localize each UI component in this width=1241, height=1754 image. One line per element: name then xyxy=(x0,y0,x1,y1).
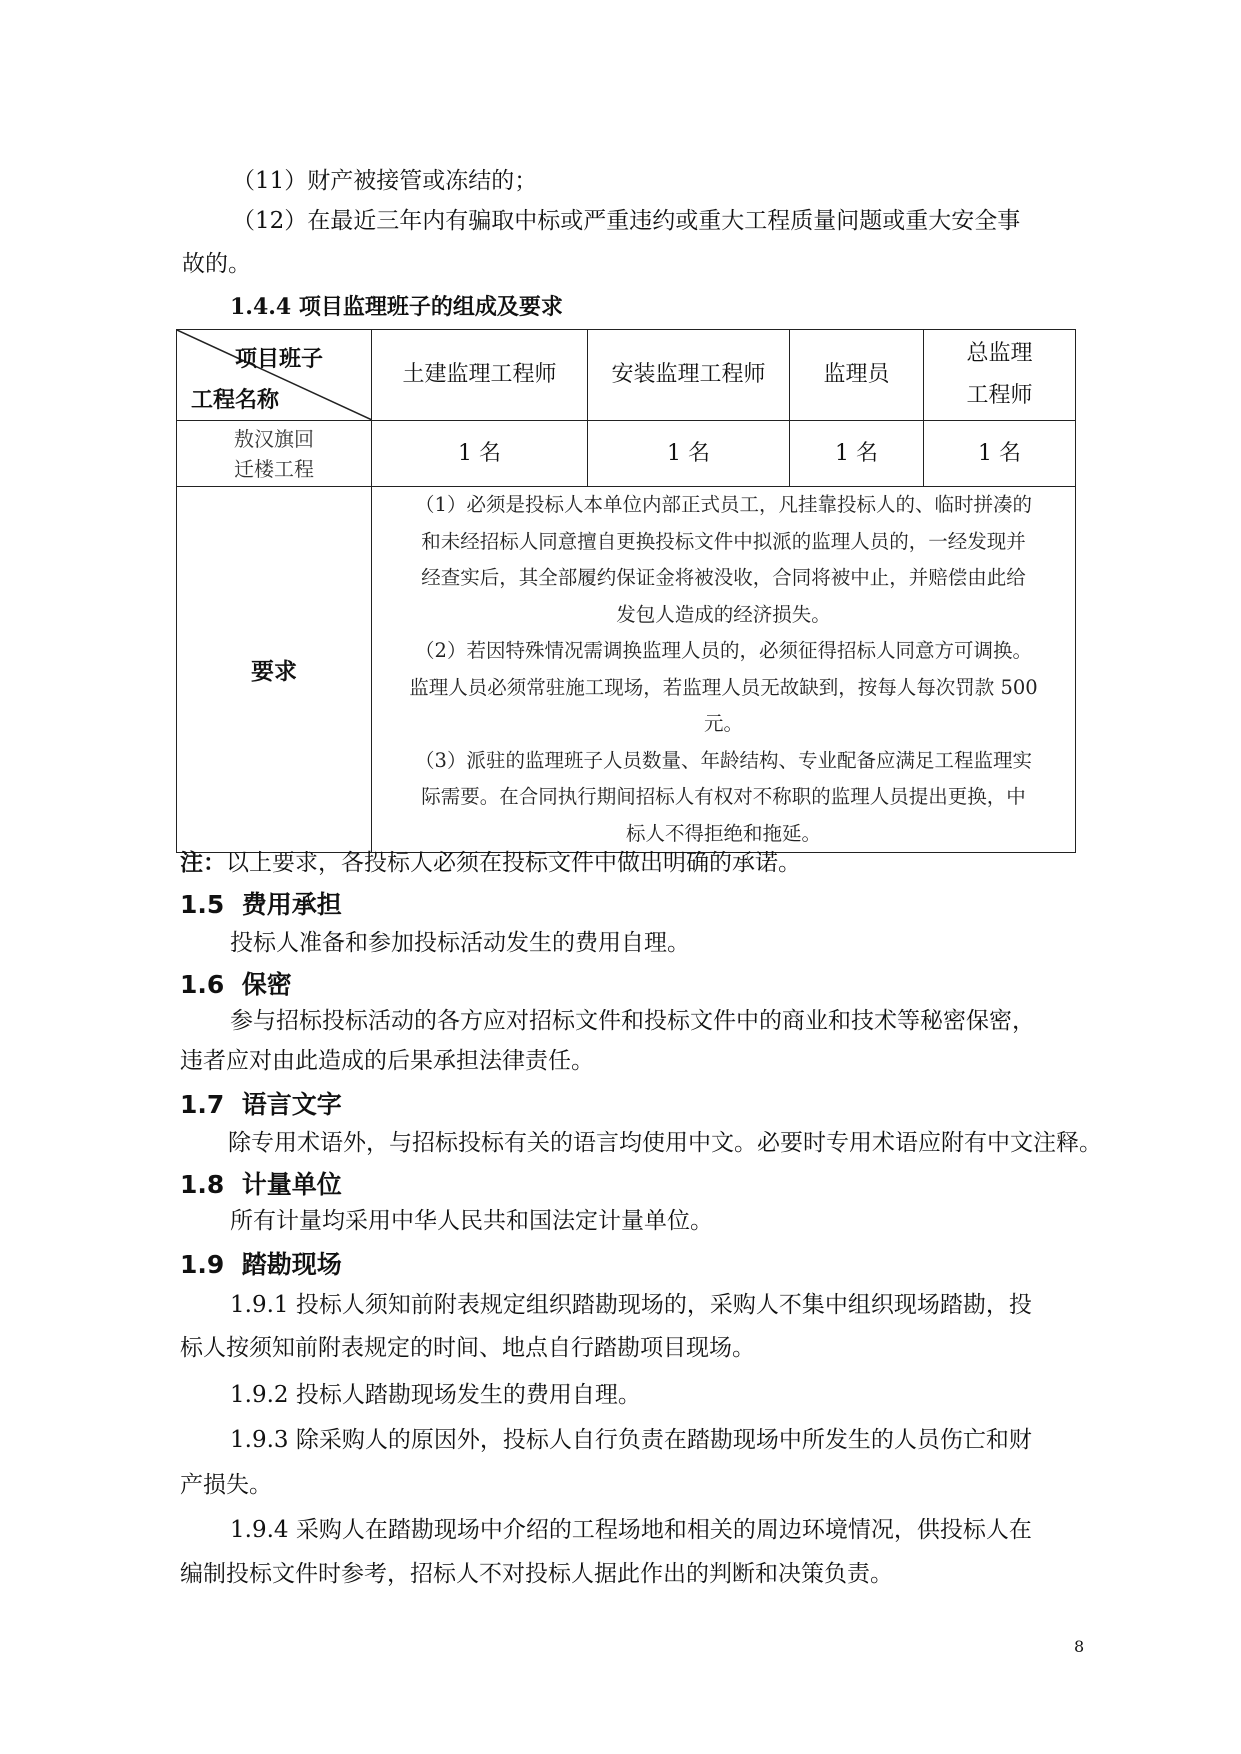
section-1-5-heading xyxy=(180,885,342,921)
section-number: 1.9 xyxy=(180,1250,225,1279)
count-civil: 1 名 xyxy=(372,421,588,487)
section-1-6-heading xyxy=(180,965,292,1001)
section-number: 1.5 xyxy=(180,890,225,919)
section-number: 1.7 xyxy=(180,1090,225,1119)
section-title: 计量单位 xyxy=(241,1170,342,1199)
corner-top-label: 项目班子 xyxy=(234,346,323,372)
section-1-8-body: 所有计量均采用中华人民共和国法定计量单位。 xyxy=(230,1208,713,1234)
section-1-8-heading xyxy=(180,1165,342,1201)
requirement-line: 和未经招标人同意擅自更换投标文件中拟派的监理人员的，一经发现并 xyxy=(421,529,1026,553)
project-name-line1: 敖汉旗回 xyxy=(234,426,314,451)
header-chief-engineer xyxy=(924,330,1076,421)
requirement-line: 监理人员必须常驻施工现场，若监理人员无故缺到，按每人每次罚款 500 xyxy=(409,675,1038,699)
section-1-9-1-line1: 1.9.1 投标人须知前附表规定组织踏勘现场的，采购人不集中组织现场踏勘，投 xyxy=(230,1292,1032,1318)
list-item-12-line2: 故的。 xyxy=(182,251,251,277)
section-1-4-4-title: 1.4.4 项目监理班子的组成及要求 xyxy=(230,294,563,320)
section-1-9-1-line2: 标人按须知前附表规定的时间、地点自行踏勘项目现场。 xyxy=(180,1335,755,1361)
requirement-line: 经查实后，其全部履约保证金将被没收，合同将被中止，并赔偿由此给 xyxy=(421,566,1026,589)
header-civil-engineer: 土建监理工程师 xyxy=(372,330,588,421)
requirement-line: 发包人造成的经济损失。 xyxy=(616,602,831,626)
page-number: 8 xyxy=(1074,1637,1085,1656)
section-1-9-heading xyxy=(180,1245,342,1281)
section-1-6-line1: 参与招标投标活动的各方应对招标文件和投标文件中的商业和技术等秘密保密， xyxy=(230,1008,1035,1034)
note-text: 以上要求，各投标人必须在投标文件中做出明确的承诺。 xyxy=(226,850,801,876)
note-label: 注： xyxy=(180,849,226,876)
requirement-line: （2）若因特殊情况需调换监理人员的，必须征得招标人同意方可调换。 xyxy=(415,639,1032,662)
section-1-9-3-line2: 产损失。 xyxy=(180,1472,272,1498)
header-chief-line1: 总监理 xyxy=(966,341,1033,366)
count-installation: 1 名 xyxy=(588,421,790,487)
section-1-5-body: 投标人准备和参加投标活动发生的费用自理。 xyxy=(230,930,690,956)
section-1-9-4-line2: 编制投标文件时参考，招标人不对投标人据此作出的判断和决策负责。 xyxy=(180,1561,893,1587)
section-1-9-2: 1.9.2 投标人踏勘现场发生的费用自理。 xyxy=(230,1382,641,1408)
section-1-6-line2: 违者应对由此造成的后果承担法律责任。 xyxy=(180,1048,594,1074)
supervision-team-table xyxy=(176,329,1076,853)
requirements-label: 要求 xyxy=(177,487,372,853)
requirements-text xyxy=(372,487,1076,853)
count-chief: 1 名 xyxy=(924,421,1076,487)
section-title: 语言文字 xyxy=(241,1090,342,1119)
section-number: 1.8 xyxy=(180,1170,225,1199)
section-title: 保密 xyxy=(241,970,292,999)
header-supervisor: 监理员 xyxy=(790,330,924,421)
header-chief-line2: 工程师 xyxy=(966,383,1033,408)
requirement-line: 元。 xyxy=(703,712,743,735)
requirement-line: 际需要。在合同执行期间招标人有权对不称职的监理人员提出更换，中 xyxy=(421,785,1026,808)
requirement-line: （3）派驻的监理班子人员数量、年龄结构、专业配备应满足工程监理实 xyxy=(415,748,1032,772)
project-name-cell xyxy=(177,421,372,487)
section-1-9-4-line1: 1.9.4 采购人在踏勘现场中介绍的工程场地和相关的周边环境情况，供投标人在 xyxy=(230,1517,1032,1543)
requirement-line: （1）必须是投标人本单位内部正式员工，凡挂靠投标人的、临时拼凑的 xyxy=(415,493,1032,516)
note xyxy=(180,845,801,881)
list-item-11: （11）财产被接管或冻结的； xyxy=(232,168,538,194)
section-number: 1.6 xyxy=(180,970,225,999)
section-title: 费用承担 xyxy=(241,890,342,919)
project-name-line2: 迁楼工程 xyxy=(234,456,314,481)
list-item-12-line1: （12）在最近三年内有骗取中标或严重违约或重大工程质量问题或重大安全事 xyxy=(232,208,1021,234)
section-1-7-heading xyxy=(180,1085,342,1121)
section-1-9-3-line1: 1.9.3 除采购人的原因外，投标人自行负责在踏勘现场中所发生的人员伤亡和财 xyxy=(230,1427,1032,1453)
count-supervisor: 1 名 xyxy=(790,421,924,487)
table-corner-cell xyxy=(177,330,372,421)
section-title: 踏勘现场 xyxy=(241,1250,342,1279)
section-1-7-body: 除专用术语外，与招标投标有关的语言均使用中文。必要时专用术语应附有中文注释。 xyxy=(228,1130,1102,1156)
header-installation-engineer: 安装监理工程师 xyxy=(588,330,790,421)
corner-bottom-label: 工程名称 xyxy=(191,387,280,413)
requirement-line: 标人不得拒绝和拖延。 xyxy=(625,821,821,845)
